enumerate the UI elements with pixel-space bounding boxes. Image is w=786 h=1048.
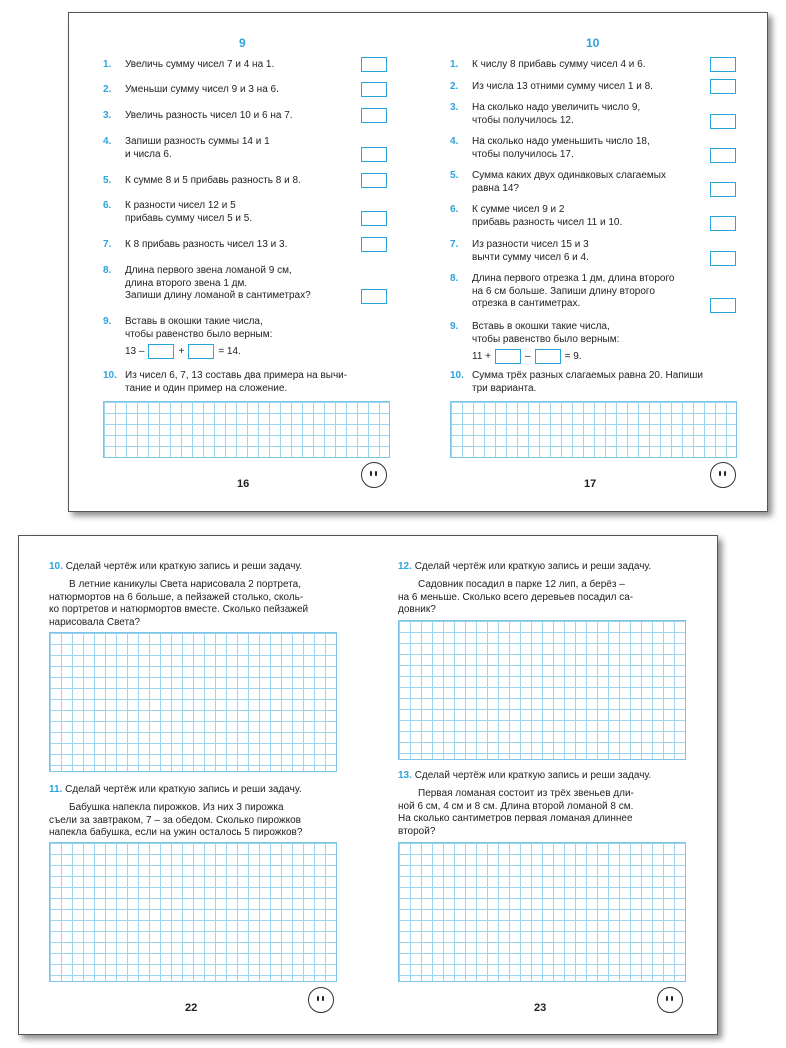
answer-box-8[interactable]: [710, 298, 736, 313]
answer-box-5[interactable]: [361, 173, 387, 188]
smiley-icon: [657, 987, 683, 1013]
page-23: [368, 536, 717, 1034]
answer-box-8[interactable]: [361, 289, 387, 304]
equation: 11 + – = 9.: [472, 349, 582, 364]
answer-box-3[interactable]: [710, 114, 736, 129]
answer-box-1[interactable]: [361, 57, 387, 72]
equation-box-2[interactable]: [535, 349, 561, 364]
answer-box-2[interactable]: [361, 82, 387, 97]
equation-box-1[interactable]: [495, 349, 521, 364]
smiley-icon: [361, 462, 387, 488]
section-title: 10: [586, 36, 600, 50]
smiley-icon: [710, 462, 736, 488]
page-17: 10 1. К числу 8 прибавь сумму чисел 4 и 6. 2. Из числа 13 отними сумму чисел 1 и 8. 3. На сколько надо увеличить число 9, чтобы получилось 12. 4. На сколько надо уменьшить число 18, чтобы получилось 17. 5. Сумма каких двух одинаковых слагаемых равна 14? 6. К сумме чисел 9 и 2 прибавь разность чисел 11 и 10. 7. Из разности чисел 15 и 3 вычти сумму чисел 6 и 4. 8. Длина первого отрезка 1 дм, длина второго на 6 см больше. Запиши длину второго отрезка в сантиметрах. 9. Вставь в окошки такие числа, чтобы равенство было верным: 11 + – = 9. 10. Сумма трёх разных слагаемых равна 20. Напиши три варианта. 17: [418, 13, 767, 511]
task-10-heading: 10. Сделай чертёж или краткую запись и реши задачу.: [49, 561, 303, 572]
task-12-text: Садовник посадил в парке 12 лип, а берёз – на 6 меньше. Сколько всего деревьев посадил са- довник?: [398, 579, 634, 615]
answer-box-4[interactable]: [361, 147, 387, 162]
answer-box-1[interactable]: [710, 57, 736, 72]
answer-grid[interactable]: [103, 401, 390, 458]
answer-box-6[interactable]: [710, 216, 736, 231]
page-22: [19, 536, 368, 1034]
answer-grid[interactable]: [49, 842, 337, 982]
page-number: 16: [237, 478, 250, 490]
task-11-heading: 11. Сделай чертёж или краткую запись и реши задачу.: [49, 784, 302, 795]
equation-box-2[interactable]: [188, 344, 214, 359]
top-spread: [68, 12, 768, 512]
bottom-spread: [18, 535, 718, 1035]
answer-box-7[interactable]: [361, 237, 387, 252]
section-title: 9: [239, 36, 246, 50]
task-13-text: Первая ломаная состоит из трёх звеньев дли- ной 6 см, 4 см и 8 см. Длина второй ломаной 8 см. На сколько сантиметров первая ломаная длиннее второй?: [398, 788, 634, 837]
answer-box-4[interactable]: [710, 148, 736, 163]
page-number: 17: [584, 478, 597, 490]
answer-grid[interactable]: [398, 842, 686, 982]
answer-box-3[interactable]: [361, 108, 387, 123]
page-number: 23: [534, 1002, 547, 1014]
answer-grid[interactable]: [450, 401, 737, 458]
task-11-text: Бабушка напекла пирожков. Из них 3 пирожка съели за завтраком, 7 – за обедом. Сколько пирожков напекла бабушка, если на ужин осталось 5 пирожков?: [49, 802, 303, 838]
answer-grid[interactable]: [49, 632, 337, 772]
equation-box-1[interactable]: [148, 344, 174, 359]
smiley-icon: [308, 987, 334, 1013]
answer-box-2[interactable]: [710, 79, 736, 94]
answer-box-6[interactable]: [361, 211, 387, 226]
page-number: 22: [185, 1002, 198, 1014]
answer-box-5[interactable]: [710, 182, 736, 197]
task-10-text: В летние каникулы Света нарисовала 2 портрета, натюрмортов на 6 больше, а пейзажей столько, сколь- ко портретов и натюрмортов вместе. Сколько пейзажей нарисовала Света?: [49, 579, 309, 628]
equation: 13 – + = 14.: [125, 344, 241, 359]
task-13-heading: 13. Сделай чертёж или краткую запись и реши задачу.: [398, 770, 652, 781]
answer-grid[interactable]: [398, 620, 686, 760]
page-16: 9 1. Увеличь сумму чисел 7 и 4 на 1. 2. Уменьши сумму чисел 9 и 3 на 6. 3. Увеличь разность чисел 10 и 6 на 7. 4. Запиши разность суммы 14 и 1 и числа 6. 5. К сумме 8 и 5 прибавь разность 8 и 8. 6. К разности чисел 12 и 5 прибавь сумму чисел 5 и 5. 7. К 8 прибавь разность чисел 13 и 3. 8. Длина первого звена ломаной 9 см, длина второго звена 1 дм. Запиши длину ломаной в сантиметрах? 9. Вставь в окошки такие числа, чтобы равенство было верным: 13 – + = 14. 10. Из чисел 6, 7, 13 составь два примера на вычи- тание и один пример на сложение. 16: [69, 13, 418, 511]
task-12-heading: 12. Сделай чертёж или краткую запись и реши задачу.: [398, 561, 652, 572]
answer-box-7[interactable]: [710, 251, 736, 266]
